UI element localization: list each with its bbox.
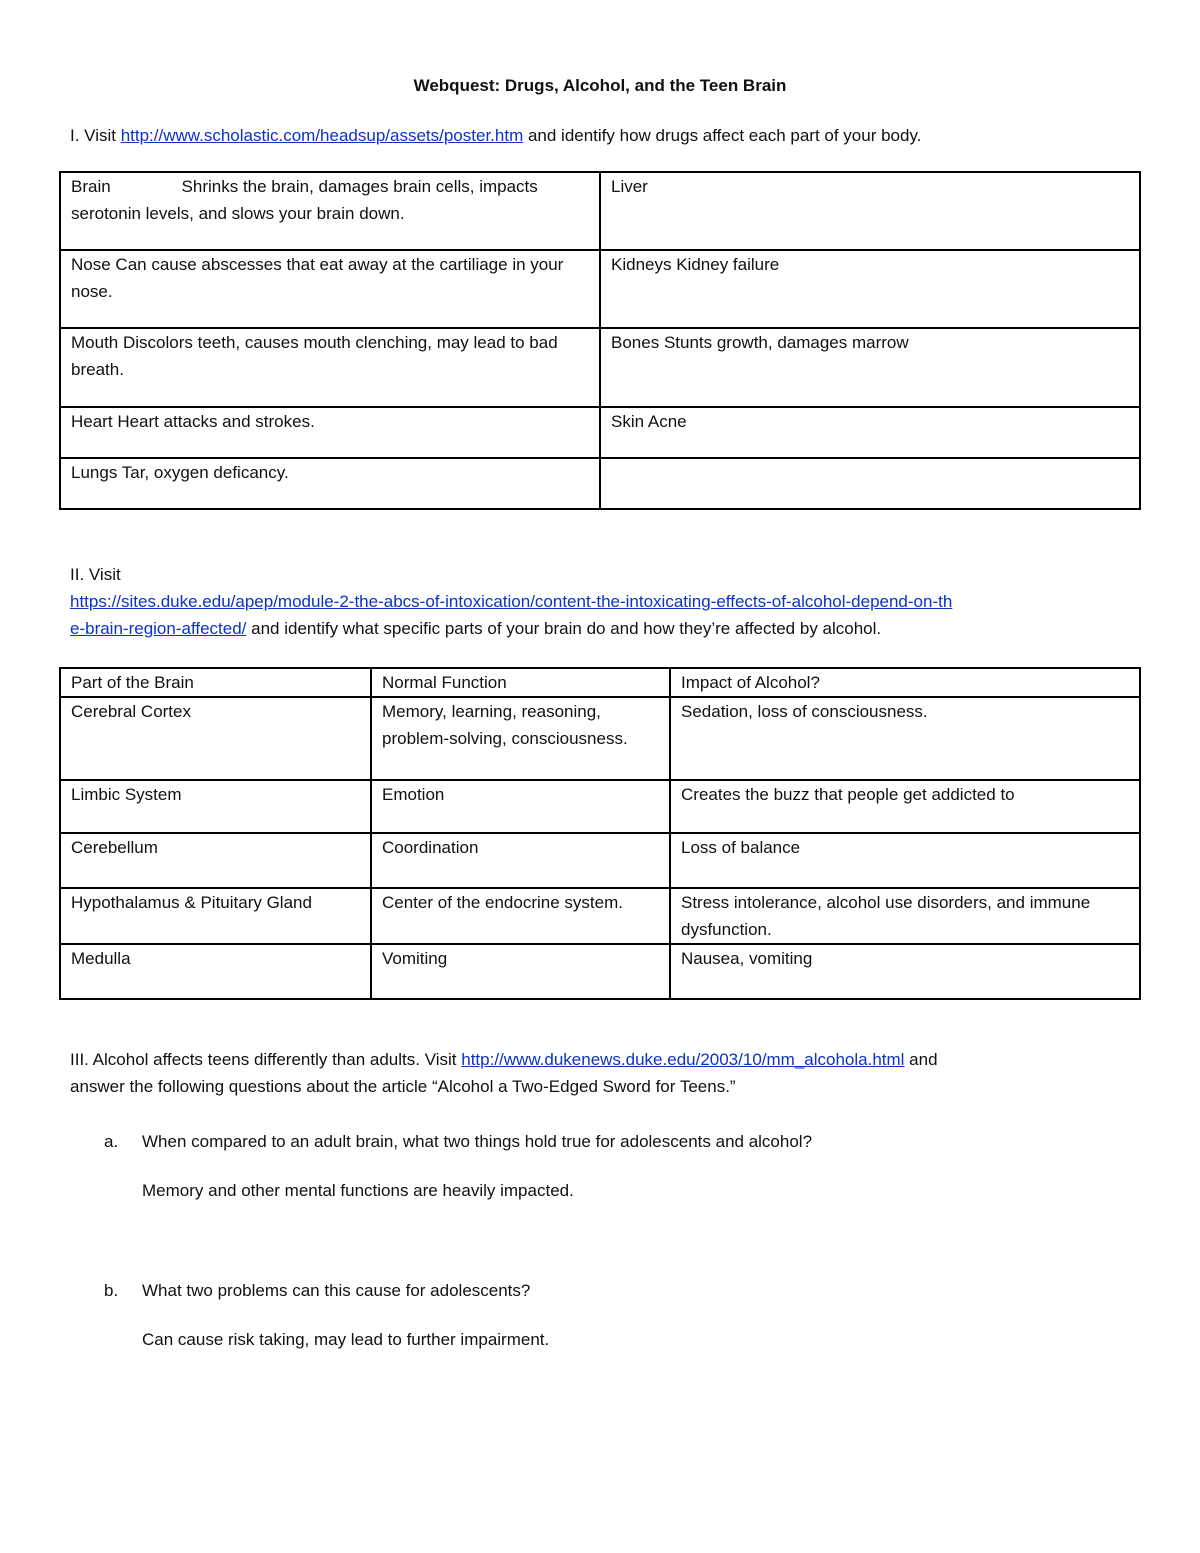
section2-link-line2[interactable]: e-brain-region-affected/ (70, 619, 247, 638)
section2-link-line1[interactable]: https://sites.duke.edu/apep/module-2-the-abcs-of-intoxication/content-the-intoxicating-effects-of-alcohol-depend-on-th (70, 592, 953, 611)
table-row (60, 780, 1140, 833)
table-cell: Stress intolerance, alcohol use disorders, and immune dysfunction. (670, 888, 1140, 944)
section2-prefix: II. Visit (70, 565, 121, 584)
body-part-effect: Discolors teeth, causes mouth clenching, may lead to bad breath. (71, 333, 558, 379)
section1-instruction (70, 122, 1140, 149)
column-header: Impact of Alcohol? (670, 668, 1140, 697)
table-cell: Vomiting (371, 944, 670, 999)
table-cell: Creates the buzz that people get addicted to (670, 780, 1140, 833)
body-part-effect: Can cause abscesses that eat away at the cartiliage in your nose. (71, 255, 564, 301)
table-row (60, 328, 1140, 407)
table-row (60, 250, 1140, 328)
table-cell: Nausea, vomiting (670, 944, 1140, 999)
section3-line2: answer the following questions about the article “Alcohol a Two-Edged Sword for Teens.” (70, 1077, 736, 1096)
section2-suffix: and identify what specific parts of your brain do and how they’re affected by alcohol. (246, 619, 882, 638)
body-part-label: Liver (611, 177, 648, 196)
question-label: b. (104, 1281, 119, 1300)
brain-parts-table (59, 667, 1141, 1000)
table-cell (60, 172, 600, 250)
table-cell (600, 328, 1140, 407)
section3-suffix: and (904, 1050, 938, 1069)
body-part-effect: Stunts growth, damages marrow (663, 333, 909, 352)
body-part-label: Lungs (71, 463, 118, 482)
table-cell: Loss of balance (670, 833, 1140, 888)
body-part-label: Skin (611, 412, 645, 431)
body-part-label: Mouth (71, 333, 119, 352)
table-cell (600, 250, 1140, 328)
body-part-label: Bones (611, 333, 660, 352)
table-cell: Center of the endocrine system. (371, 888, 670, 944)
table-cell: Medulla (60, 944, 371, 999)
table-row (60, 172, 1140, 250)
section3-prefix: III. Alcohol affects teens differently than adults. Visit (70, 1050, 462, 1069)
table-cell: Coordination (371, 833, 670, 888)
body-part-effect: Kidney failure (676, 255, 780, 274)
table-row (60, 833, 1140, 888)
table-cell (60, 458, 600, 509)
table-cell (60, 407, 600, 458)
section3-instruction (70, 1046, 1140, 1100)
table-row (60, 944, 1140, 999)
table-cell: Hypothalamus & Pituitary Gland (60, 888, 371, 944)
table-row (60, 888, 1140, 944)
table-cell (600, 172, 1140, 250)
answer-a: Memory and other mental functions are heavily impacted. (142, 1181, 574, 1200)
question-text: What two problems can this cause for adolescents? (142, 1281, 531, 1300)
body-part-label: Heart (71, 412, 113, 431)
page-title: Webquest: Drugs, Alcohol, and the Teen Brain (413, 76, 787, 95)
table-row (60, 407, 1140, 458)
table-cell (600, 458, 1140, 509)
table-cell: Limbic System (60, 780, 371, 833)
body-part-effect: Acne (647, 412, 687, 431)
column-header: Normal Function (371, 668, 670, 697)
table-cell: Sedation, loss of consciousness. (670, 697, 1140, 780)
table-row (60, 458, 1140, 509)
section1-prefix: I. Visit (70, 126, 121, 145)
body-part-effect: Shrinks the brain, damages brain cells, impacts serotonin levels, and slows your brain down. (71, 177, 538, 223)
body-part-label: Brain (71, 177, 111, 196)
body-part-effect: Tar, oxygen deficancy. (121, 463, 289, 482)
table-cell (60, 250, 600, 328)
column-header: Part of the Brain (60, 668, 371, 697)
body-part-label: Nose (71, 255, 111, 274)
table-cell: Cerebral Cortex (60, 697, 371, 780)
section1-suffix: and identify how drugs affect each part of your body. (523, 126, 922, 145)
table-cell: Memory, learning, reasoning, problem-solving, consciousness. (371, 697, 670, 780)
body-part-label: Kidneys (611, 255, 672, 274)
table-cell (600, 407, 1140, 458)
section3-link[interactable]: http://www.dukenews.duke.edu/2003/10/mm_alcohola.html (461, 1050, 905, 1069)
table-header-row (60, 668, 1140, 697)
table-row (60, 697, 1140, 780)
body-part-effect: Heart attacks and strokes. (117, 412, 315, 431)
table-cell: Emotion (371, 780, 670, 833)
table-cell: Cerebellum (60, 833, 371, 888)
question-label: a. (104, 1132, 119, 1151)
question-text: When compared to an adult brain, what two things hold true for adolescents and alcohol? (142, 1132, 813, 1151)
answer-b: Can cause risk taking, may lead to further impairment. (142, 1330, 550, 1349)
section1-link[interactable]: http://www.scholastic.com/headsup/assets/poster.htm (120, 126, 524, 145)
table-cell (60, 328, 600, 407)
body-effects-table (59, 171, 1141, 510)
section2-instruction (70, 561, 1140, 642)
